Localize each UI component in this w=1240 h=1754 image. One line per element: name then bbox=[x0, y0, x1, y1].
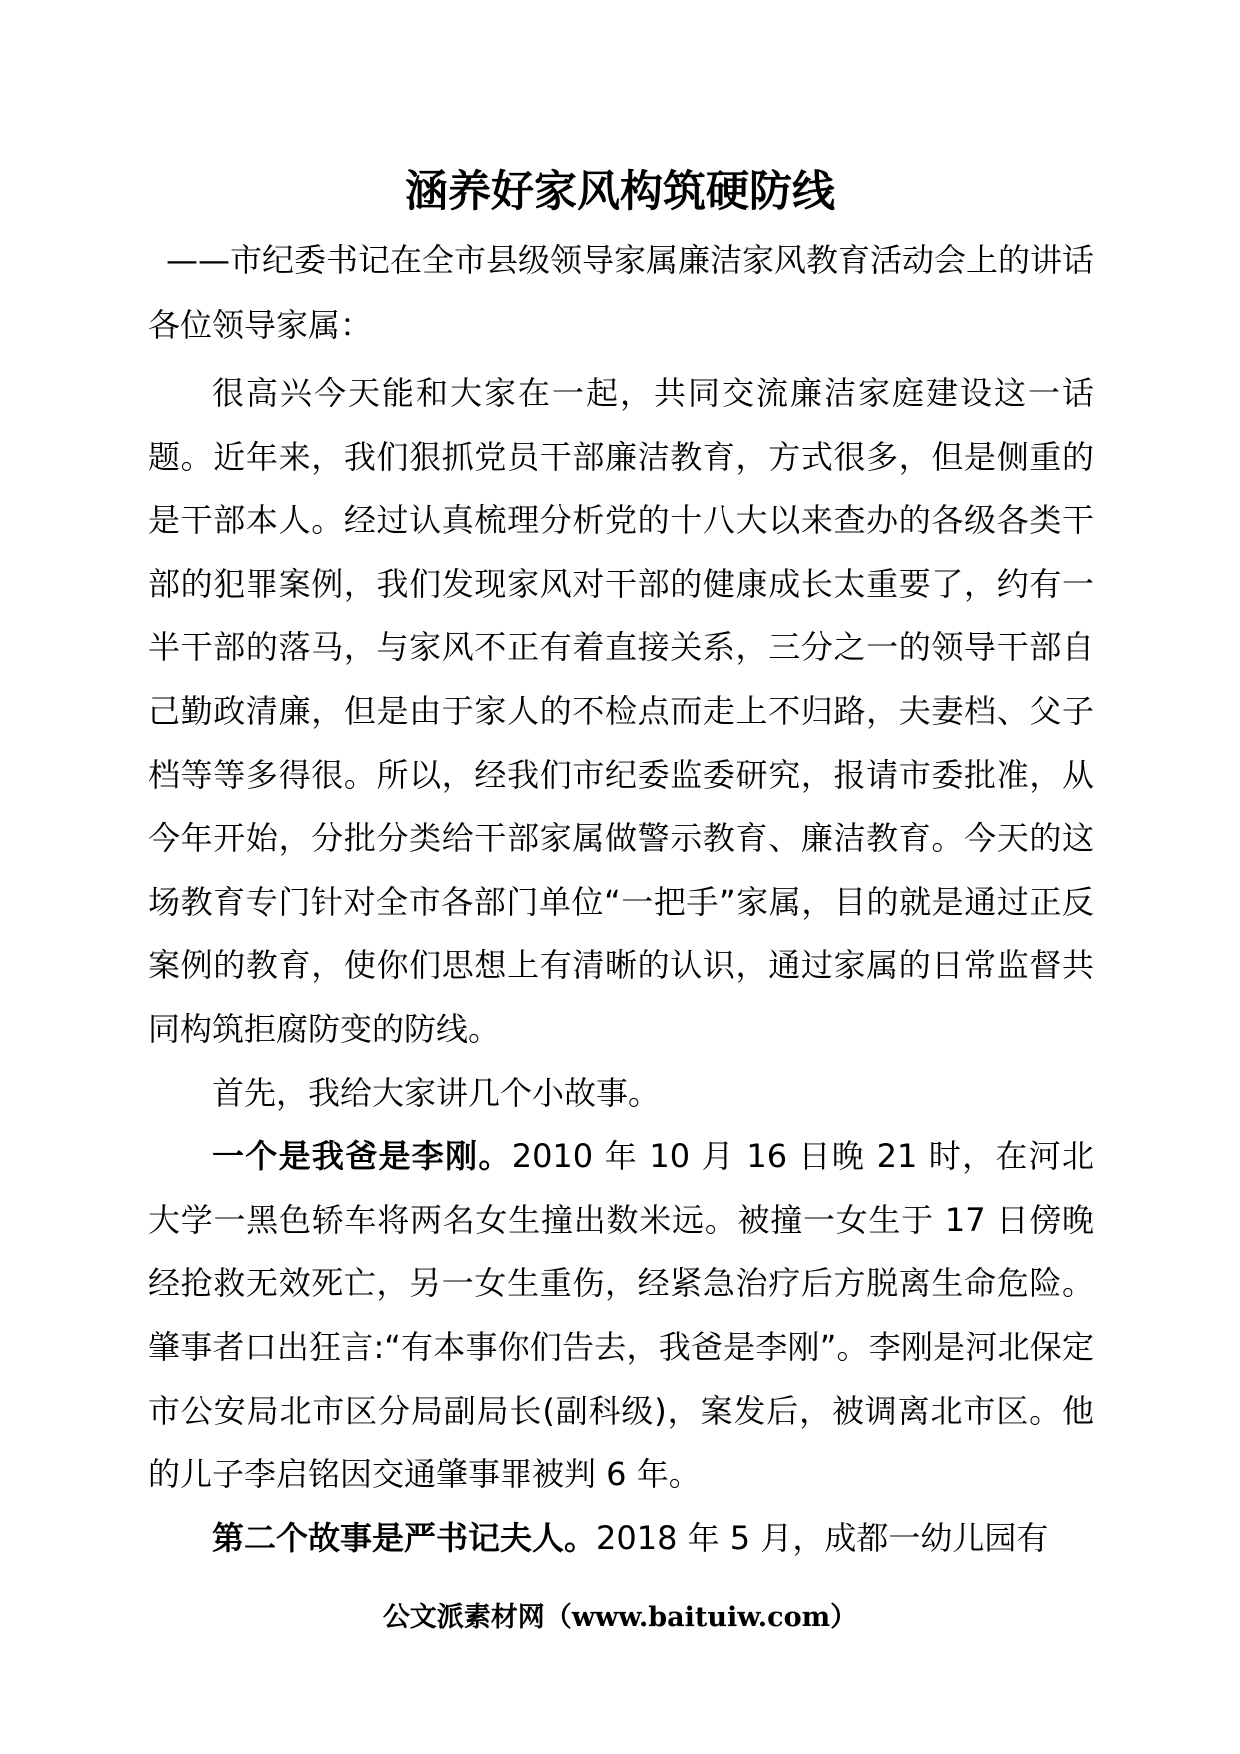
paragraph-text: 2018 年 5 月，成都一幼儿园有 bbox=[596, 1518, 1049, 1557]
paragraph-text: 2010 年 10 月 16 日晚 21 时，在河北大学一黑色轿车将两名女生撞出数米远。被撞一女生于 17 日傍晚经抢救无效死亡，另一女生重伤，经紧急治疗后方脱离生命危险。肇事者口出狂言:“有本事你们告去，我爸是李刚”。李刚是河北保定市公安局北市区分局副局长(副科级)，案发后，被调离北市区。他的儿子李启铭因交通肇事罪被判 6 年。 bbox=[148, 1137, 1094, 1494]
footer-watermark: 公文派素材网（www.baituiw.com） bbox=[382, 1602, 858, 1633]
paragraph-story-two bbox=[148, 1507, 1094, 1571]
paragraph-lead: 一个是我爸是李刚。 bbox=[212, 1137, 512, 1176]
speech-body bbox=[148, 362, 1094, 1570]
paragraph-stories-intro bbox=[148, 1062, 1094, 1126]
paragraph-text: 很高兴今天能和大家在一起，共同交流廉洁家庭建设这一话题。近年来，我们狠抓党员干部廉洁教育，方式很多，但是侧重的是干部本人。经过认真梳理分析党的十八大以来查办的各级各类干部的犯罪案例，我们发现家风对干部的健康成长太重要了，约有一半干部的落马，与家风不正有着直接关系，三分之一的领导干部自己勤政清廉，但是由于家人的不检点而走上不归路，夫妻档、父子档等等多得很。所以，经我们市纪委监委研究，报请市委批准，从今年开始，分批分类给干部家属做警示教育、廉洁教育。今天的这场教育专门针对全市各部门单位“一把手”家属，目的就是通过正反案例的教育，使你们思想上有清晰的认识，通过家属的日常监督共同构筑拒腐防变的防线。 bbox=[148, 374, 1094, 1048]
document-subtitle: ——市纪委书记在全市县级领导家属廉洁家风教育活动会上的讲话 bbox=[166, 241, 1095, 279]
paragraph-text: 首先，我给大家讲几个小故事。 bbox=[212, 1073, 661, 1112]
document-title: 涵养好家风构筑硬防线 bbox=[405, 167, 835, 217]
salutation: 各位领导家属： bbox=[148, 306, 373, 344]
paragraph-lead: 第二个故事是严书记夫人。 bbox=[212, 1518, 597, 1557]
paragraph-intro bbox=[148, 362, 1094, 1062]
paragraph-story-one bbox=[148, 1125, 1094, 1507]
